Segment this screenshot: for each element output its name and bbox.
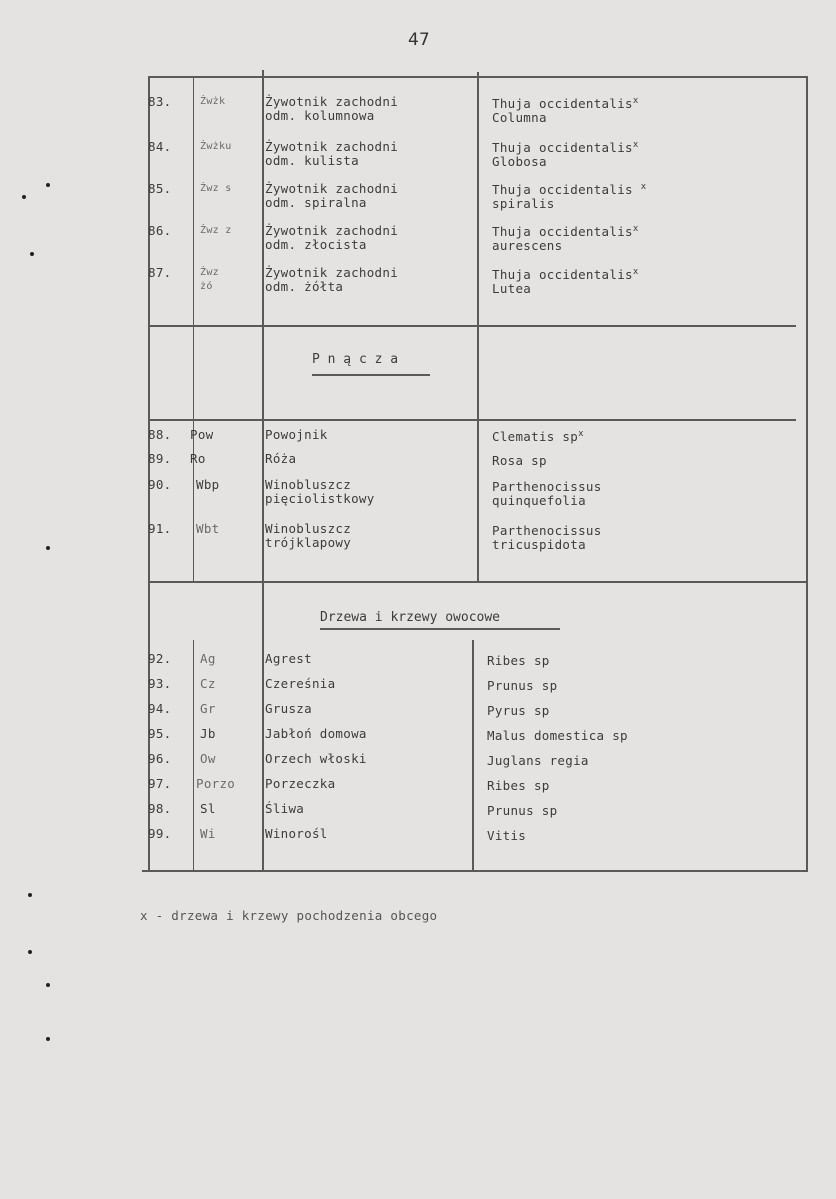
polish-name: Winobluszcz — [265, 521, 352, 536]
scan-dot — [46, 1037, 50, 1041]
latin-variety: aurescens — [492, 238, 563, 253]
polish-name: Żywotnik zachodni — [265, 139, 399, 154]
polish-name: Agrest — [265, 651, 312, 666]
polish-variety: odm. kulista — [265, 153, 359, 168]
row-number: 89. — [148, 451, 172, 466]
row-number: 92. — [148, 651, 172, 666]
row-code: Ow — [200, 751, 216, 766]
page-number: 47 — [408, 30, 430, 50]
latin-name: Parthenocissus — [492, 523, 602, 538]
row-code: Żwz z — [200, 225, 232, 236]
row-number: 87. — [148, 265, 172, 280]
section-title-climbers: P n ą c z a — [312, 352, 399, 367]
row-number: 97. — [148, 776, 172, 791]
row-code: Wi — [200, 826, 216, 841]
row-code: Wbt — [196, 521, 220, 536]
row-number: 96. — [148, 751, 172, 766]
row-number: 94. — [148, 701, 172, 716]
latin-name: Ribes sp — [487, 653, 550, 668]
row-number: 91. — [148, 521, 172, 536]
row-code: Jb — [200, 726, 216, 741]
row-number: 98. — [148, 801, 172, 816]
row-code: Ro — [190, 451, 206, 466]
polish-name: Winorośl — [265, 826, 328, 841]
latin-name: Malus domestica sp — [487, 728, 628, 743]
polish-name: Porzeczka — [265, 776, 336, 791]
latin-name-line2: tricuspidota — [492, 537, 586, 552]
polish-variety: odm. spiralna — [265, 195, 367, 210]
row-number: 88. — [148, 427, 172, 442]
row-number: 95. — [148, 726, 172, 741]
latin-name: Clematis $sp^x$ — [492, 429, 584, 444]
scan-dot — [22, 195, 26, 199]
polish-name: Jabłoń domowa — [265, 726, 367, 741]
latin-name: Rosa sp — [492, 453, 547, 468]
polish-name: Żywotnik zachodni — [265, 181, 399, 196]
polish-variety: odm. złocista — [265, 237, 367, 252]
polish-name: Czereśnia — [265, 676, 336, 691]
polish-name-line2: trójklapowy — [265, 535, 352, 550]
latin-name: Juglans regia — [487, 753, 589, 768]
polish-name: Żywotnik zachodni — [265, 94, 399, 109]
row-number: 84. — [148, 139, 172, 154]
row-number: 83. — [148, 94, 172, 109]
row-code: Ag — [200, 651, 216, 666]
scan-dot — [46, 983, 50, 987]
section-title-fruit: Drzewa i krzewy owocowe — [320, 610, 501, 625]
foreign-mark: x — [632, 267, 639, 277]
latin-name: Ribes sp — [487, 778, 550, 793]
polish-name: Powojnik — [265, 427, 328, 442]
foreign-mark: x — [632, 224, 639, 234]
polish-name: Żywotnik zachodni — [265, 223, 399, 238]
latin-name: Pyrus sp — [487, 703, 550, 718]
polish-variety: odm. żółta — [265, 279, 344, 294]
latin-name: Thuja occidentalis$^x$ — [492, 224, 639, 239]
row-code: Sl — [200, 801, 216, 816]
scan-dot — [28, 893, 32, 897]
footnote: x - drzewa i krzewy pochodzenia obcego — [140, 908, 438, 923]
latin-name: Prunus sp — [487, 678, 558, 693]
row-code: Żwz s — [200, 183, 232, 194]
latin-name-line2: quinquefolia — [492, 493, 586, 508]
polish-name: Grusza — [265, 701, 312, 716]
scan-dot — [28, 950, 32, 954]
latin-variety: Globosa — [492, 154, 547, 169]
polish-name: Róża — [265, 451, 297, 466]
row-code: Żwżku — [200, 141, 232, 152]
latin-name: Thuja occidentalis$^x$ — [492, 96, 639, 111]
polish-name: Śliwa — [265, 801, 305, 816]
latin-variety: Columna — [492, 110, 547, 125]
latin-name: Thuja occidentalis $^x$ — [492, 182, 647, 197]
foreign-mark: x — [578, 429, 584, 439]
row-number: 90. — [148, 477, 172, 492]
row-number: 86. — [148, 223, 172, 238]
polish-name: Żywotnik zachodni — [265, 265, 399, 280]
scan-dot — [46, 546, 50, 550]
latin-name: Parthenocissus — [492, 479, 602, 494]
polish-name: Winobluszcz — [265, 477, 352, 492]
row-code: Cz — [200, 676, 216, 691]
polish-variety: odm. kolumnowa — [265, 108, 375, 123]
latin-name: Thuja occidentalis$^x$ — [492, 267, 639, 282]
polish-name: Orzech włoski — [265, 751, 367, 766]
scan-dot — [46, 183, 50, 187]
row-code: Wbp — [196, 477, 220, 492]
foreign-mark: x — [640, 182, 647, 192]
latin-name: Vitis — [487, 828, 527, 843]
latin-name: Thuja occidentalis$^x$ — [492, 140, 639, 155]
latin-name: Prunus sp — [487, 803, 558, 818]
row-code: Żwżk — [200, 96, 226, 107]
foreign-mark: x — [632, 96, 639, 106]
latin-variety: Lutea — [492, 281, 532, 296]
row-code: Pow — [190, 427, 214, 442]
scan-dot — [30, 252, 34, 256]
polish-name-line2: pięciolistkowy — [265, 491, 375, 506]
row-code-line2: żó — [200, 281, 213, 292]
row-number: 93. — [148, 676, 172, 691]
latin-variety: spiralis — [492, 196, 555, 211]
foreign-mark: x — [632, 140, 639, 150]
row-number: 99. — [148, 826, 172, 841]
row-code: Porzo — [196, 776, 236, 791]
section-title-underline — [320, 628, 560, 630]
row-code: Gr — [200, 701, 216, 716]
section-title-underline — [312, 374, 430, 376]
row-number: 85. — [148, 181, 172, 196]
row-code: Żwz — [200, 267, 219, 278]
